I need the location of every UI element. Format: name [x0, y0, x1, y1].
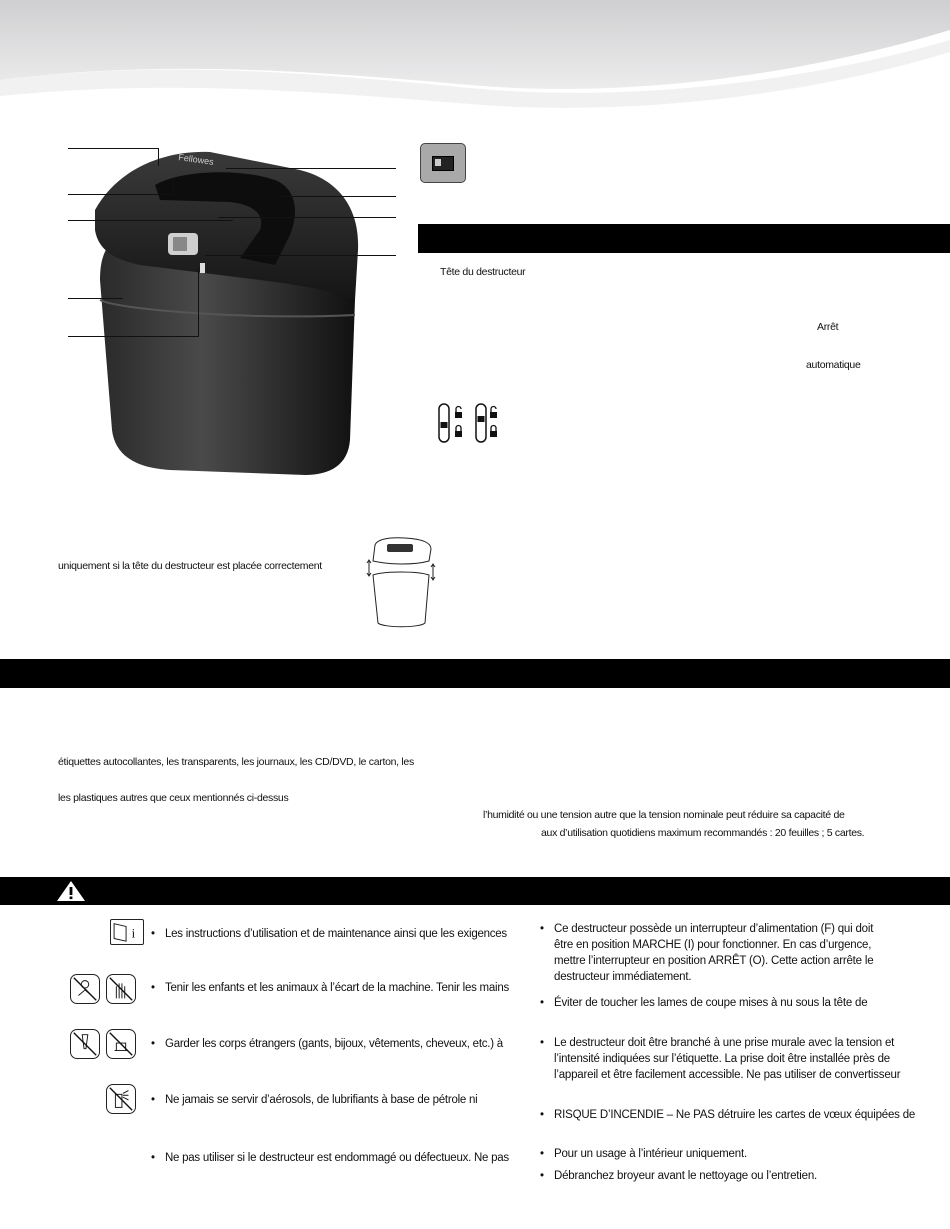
head-note: uniquement si la tête du destructeur est placée correctement	[58, 560, 322, 572]
section-header-band	[418, 224, 950, 253]
list-item: Pour un usage à l’intérieur uniquement.	[554, 1148, 747, 1160]
list-item: Ce destructeur possède un interrupteur d’alimentation (F) qui doit	[554, 923, 874, 935]
callout-line	[218, 217, 396, 218]
capacity-text-line: étiquettes autocollantes, les transparents, les journaux, les CD/DVD, le carton, les	[58, 756, 414, 768]
warning-header-band	[0, 877, 950, 905]
callout-line	[68, 298, 123, 299]
header-wave-decoration	[0, 0, 950, 125]
list-item: • Ne pas utiliser si le destructeur est endommagé ou défectueux. Ne pas	[151, 1150, 509, 1166]
callout-line	[68, 220, 233, 221]
svg-text:i: i	[131, 925, 136, 941]
svg-text:Fellowes: Fellowes	[177, 152, 215, 167]
callout-line	[68, 336, 198, 337]
shredder-illustration	[60, 140, 410, 485]
list-item: être en position MARCHE (I) pour fonctionner. En cas d’urgence,	[554, 939, 872, 951]
no-loose-clothing-icon	[70, 1029, 100, 1059]
callout-line	[198, 268, 199, 337]
shredder-head-basket-illustration	[365, 535, 437, 630]
power-switch-icon	[420, 143, 466, 183]
callout-line	[278, 196, 396, 197]
list-item: • Ne jamais se servir d’aérosols, de lubrifiants à base de pétrole ni	[151, 1092, 477, 1108]
list-item: • Les instructions d’utilisation et de maintenance ainsi que les exigences	[151, 926, 507, 942]
list-item: l’appareil et être facilement accessible. Ne pas utiliser de convertisseur	[554, 1069, 901, 1081]
capacity-text-line: les plastiques autres que ceux mentionnés ci-dessus	[58, 792, 289, 804]
callout-line	[68, 148, 158, 149]
warning-triangle-icon	[56, 880, 86, 902]
callout-line	[68, 194, 173, 195]
list-item: RISQUE D’INCENDIE – Ne PAS détruire les cartes de vœux équipées de	[554, 1109, 916, 1121]
list-item: • Garder les corps étrangers (gants, bijoux, vêtements, cheveux, etc.) à	[151, 1036, 503, 1052]
no-hair-icon	[106, 1029, 136, 1059]
shredder-head-label: Tête du destructeur	[440, 266, 526, 278]
callout-line	[226, 168, 396, 169]
capacity-text-line: l’humidité ou une tension autre que la tension nominale peut réduire sa capacité de	[483, 809, 845, 821]
callout-line	[173, 178, 174, 195]
list-item: l’intensité indiquées sur l’étiquette. La prise doit être installée près de	[554, 1053, 890, 1065]
no-aerosol-icon	[106, 1084, 136, 1114]
list-item: destructeur immédiatement.	[554, 971, 692, 983]
callout-line	[205, 255, 396, 256]
list-item: Éviter de toucher les lames de coupe mises à nu sous la tête de	[554, 997, 868, 1009]
no-children-icon	[70, 974, 100, 1004]
manual-info-icon	[110, 919, 144, 945]
auto-label: automatique	[806, 359, 861, 371]
no-hands-icon	[106, 974, 136, 1004]
list-item: mettre l’interrupteur en position ARRÊT (O). Cette action arrête le	[554, 955, 874, 967]
callout-line	[158, 148, 159, 166]
capacity-text-line: aux d’utilisation quotidiens maximum recommandés : 20 feuilles ; 5 cartes.	[541, 827, 865, 839]
stop-label: Arrêt	[817, 321, 839, 333]
list-item: Débranchez broyeur avant le nettoyage ou l’entretien.	[554, 1170, 818, 1182]
list-item: • Tenir les enfants et les animaux à l’écart de la machine. Tenir les mains	[151, 980, 509, 996]
list-item: Le destructeur doit être branché à une prise murale avec la tension et	[554, 1037, 895, 1049]
lock-icon	[438, 402, 500, 444]
section-header-band	[0, 659, 950, 688]
